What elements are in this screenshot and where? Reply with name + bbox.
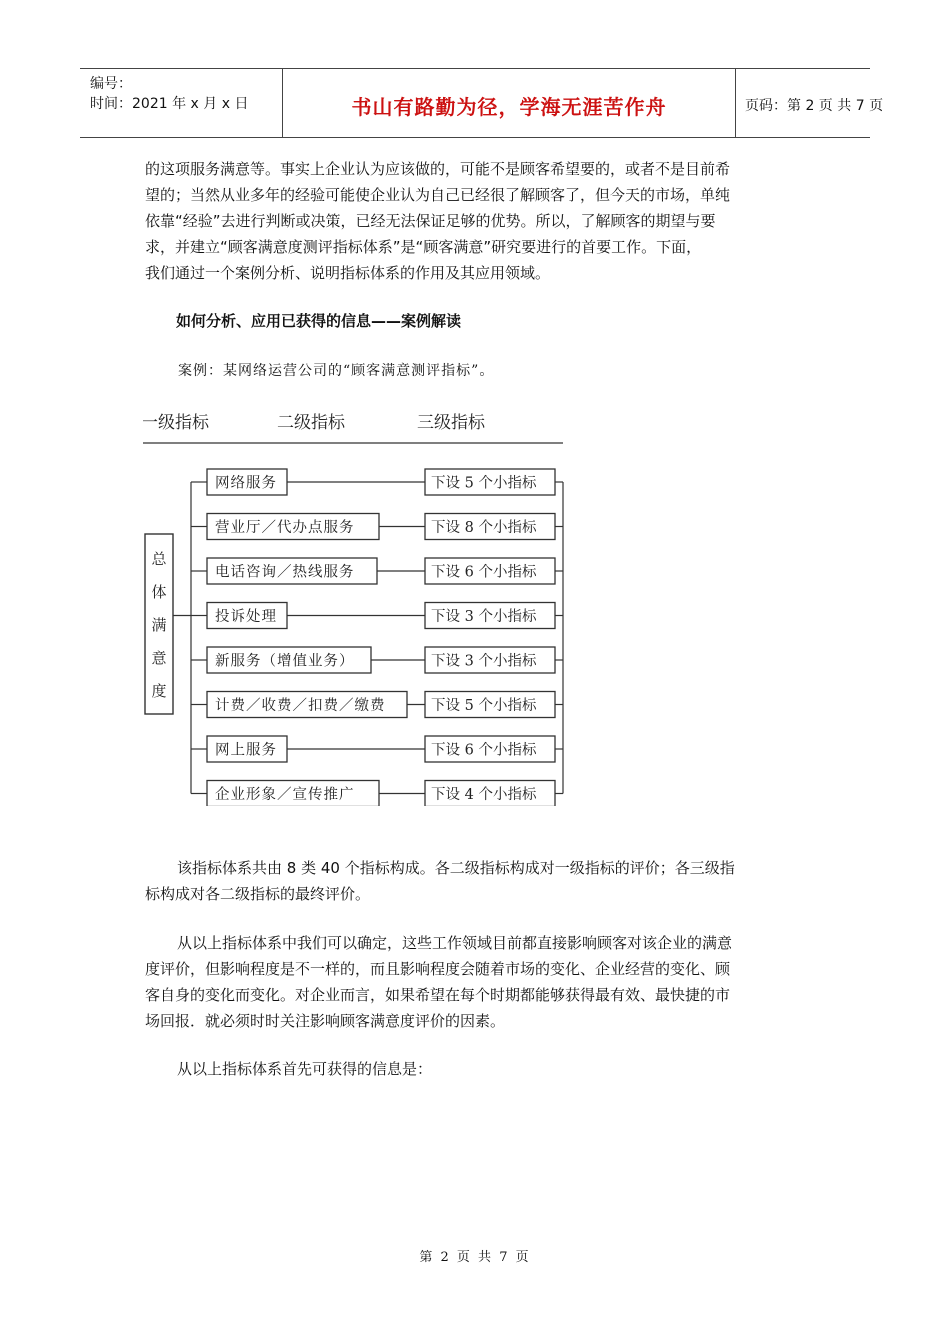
header-motto-cell	[282, 69, 736, 137]
date-label: 时间：2021 年 x 月 x 日	[90, 96, 249, 112]
level2-nodes	[207, 469, 407, 806]
root-char: 总	[151, 550, 167, 568]
text-line: 该指标体系共由 8 类 40 个指标构成。各二级指标构成对一级指标的评价；各三级指	[177, 859, 735, 877]
header-left-cell	[80, 69, 282, 137]
page-header	[80, 68, 884, 138]
level2-label: 企业形象／宣传推广	[215, 787, 355, 803]
level2-label: 电话咨询／热线服务	[215, 564, 355, 581]
level3-label: 下设 3 个小指标	[431, 609, 537, 625]
level2-label: 计费／收费／扣费／缴费	[215, 698, 386, 714]
root-char: 度	[151, 682, 167, 700]
text-line: 从以上指标体系中我们可以确定，这些工作领域目前都直接影响顾客对该企业的满意	[177, 934, 733, 952]
indicator-tree-diagram	[143, 398, 568, 806]
indicator-tree-svg	[143, 398, 568, 806]
text-line: 度评价，但影响程度是不一样的，而且影响程度会随着市场的变化、企业经营的变化、顾	[145, 960, 731, 978]
text-line: 客自身的变化而变化。对企业而言，如果希望在每个时期都能够获得最有效、最快捷的市	[145, 986, 731, 1004]
level3-label: 下设 6 个小指标	[431, 564, 537, 581]
root-node	[145, 534, 173, 714]
summary-paragraph	[145, 855, 810, 907]
level2-label: 营业厅／代办点服务	[215, 520, 355, 536]
col-header-level1: 一级指标	[143, 413, 209, 433]
level3-label: 下设 4 个小指标	[431, 787, 537, 803]
text-line: 我们通过一个案例分析、说明指标体系的作用及其应用领域。	[145, 264, 551, 282]
level2-label: 网上服务	[215, 742, 277, 759]
level2-label: 投诉处理	[215, 609, 277, 625]
section-heading: 如何分析、应用已获得的信息——案例解读	[176, 312, 462, 330]
level3-label: 下设 3 个小指标	[431, 653, 537, 670]
level3-label: 下设 8 个小指标	[431, 520, 537, 536]
level3-label: 下设 6 个小指标	[431, 742, 537, 759]
intro-paragraph	[145, 156, 810, 286]
level3-label: 下设 5 个小指标	[431, 698, 537, 714]
level3-nodes	[425, 469, 555, 806]
text-line: 的这项服务满意等。事实上企业认为应该做的，可能不是顾客希望要的，或者不是目前希	[145, 160, 731, 178]
col-header-level2: 二级指标	[277, 413, 345, 433]
text-line: 望的；当然从业多年的经验可能使企业认为自己已经很了解顾客了，但今天的市场，单纯	[145, 186, 731, 204]
level2-label: 网络服务	[215, 475, 277, 492]
text-line: 标构成对各二级指标的最终评价。	[145, 885, 371, 903]
col-header-level3: 三级指标	[417, 413, 485, 433]
root-char: 满	[151, 616, 167, 634]
text-line: 依靠“经验”去进行判断或决策，已经无法保证足够的优势。所以，了解顾客的期望与要	[145, 212, 716, 230]
level3-label: 下设 5 个小指标	[431, 475, 537, 492]
analysis-paragraph	[145, 930, 810, 1034]
serial-label: 编号：	[90, 76, 132, 92]
text-line: 从以上指标体系首先可获得的信息是：	[177, 1060, 433, 1078]
case-caption: 案例：某网络运营公司的“顾客满意测评指标”。	[178, 363, 495, 379]
level2-label: 新服务（增值业务）	[215, 653, 355, 670]
root-char: 意	[151, 649, 167, 667]
page-footer: 第 2 页 共 7 页	[419, 1250, 531, 1265]
text-line: 场回报．就必须时时关注影响顾客满意度评价的因素。	[145, 1012, 506, 1030]
conclusion-lead	[145, 1056, 810, 1082]
header-page-cell	[735, 69, 884, 137]
text-line: 求，并建立“顾客满意度测评指标体系”是“顾客满意”研究要进行的首要工作。下面，	[145, 238, 702, 256]
page-label: 页码：第 2 页 共 7 页	[745, 98, 884, 114]
motto: 书山有路勤为径，学海无涯苦作舟	[351, 95, 667, 119]
root-char: 体	[151, 583, 167, 601]
